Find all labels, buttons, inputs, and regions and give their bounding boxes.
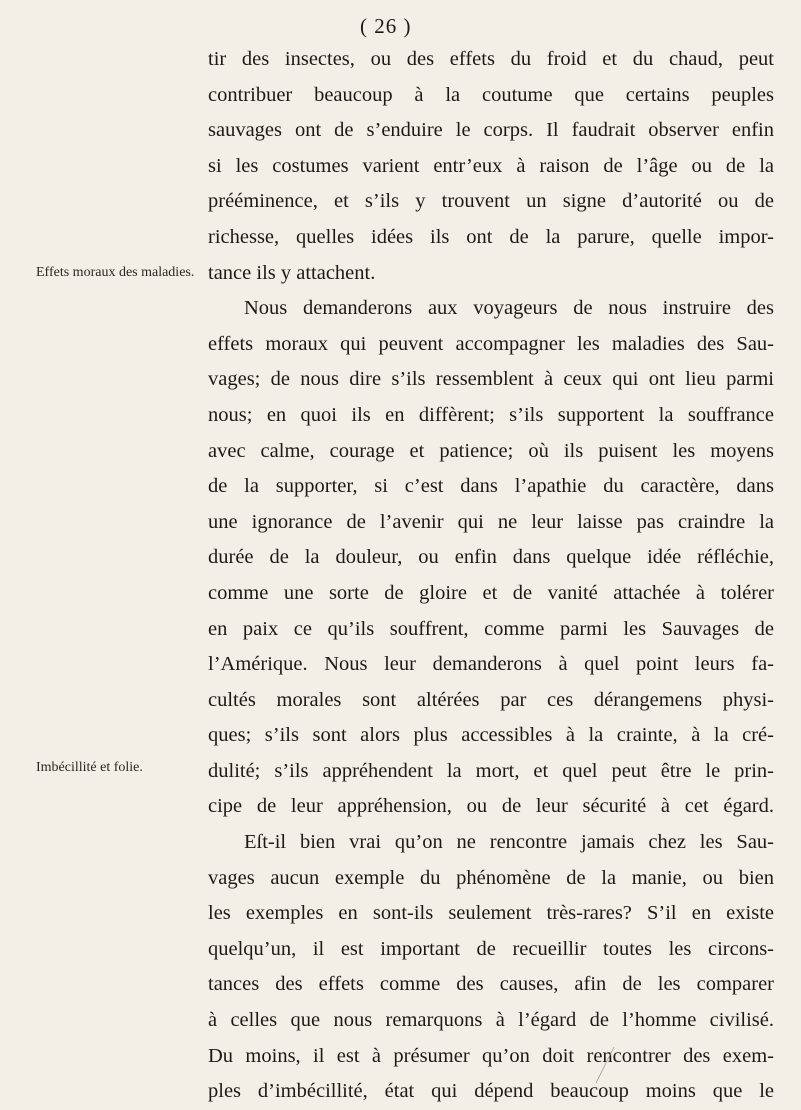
text-line: dulité; s’ils appréhendent la mort, et quel peut être le prin- <box>208 759 774 782</box>
text-line: cipe de leur appréhension, ou de leur sécurité à cet égard. <box>208 795 774 818</box>
text-line: contribuer beaucoup à la coutume que certains peuples <box>208 83 774 106</box>
margin-note-imbecillite: Imbécillité et folie. <box>36 760 143 775</box>
page-number: ( 26 ) <box>360 14 412 38</box>
text-line: vages; de nous dire s’ils ressemblent à ceux qui ont lieu parmi <box>208 368 774 391</box>
text-line: une ignorance de l’avenir qui ne leur laisse pas craindre la <box>208 510 774 533</box>
body-text <box>208 42 774 1110</box>
text-line: richesse, quelles idées ils ont de la parure, quelle impor- <box>208 225 774 248</box>
text-line: quelqu’un, il est important de recueillir toutes les circons- <box>208 937 774 960</box>
text-line: ples d’imbécillité, état qui dépend beaucoup moins que le <box>208 1080 774 1103</box>
text-line: l’Amérique. Nous leur demanderons à quel point leurs fa- <box>208 653 774 676</box>
text-line: prééminence, et s’ils y trouvent un signe d’autorité ou de <box>208 190 774 213</box>
text-line: les exemples en sont-ils seulement très-rares? S’il en existe <box>208 902 774 925</box>
text-line: si les costumes varient entr’eux à raison de l’âge ou de la <box>208 154 774 177</box>
text-line: nous; en quoi ils en diffèrent; s’ils supportent la souffrance <box>208 403 774 426</box>
text-line: Du moins, il est à présumer qu’on doit rencontrer des exem- <box>208 1044 774 1067</box>
text-line: tir des insectes, ou des effets du froid et du chaud, peut <box>208 48 774 70</box>
text-line: vages aucun exemple du phénomène de la manie, ou bien <box>208 866 774 889</box>
text-line: avec calme, courage et patience; où ils puisent les moyens <box>208 439 774 462</box>
text-line: cultés morales sont altérées par ces dérangemens physi- <box>208 688 774 711</box>
margin-note-effets-moraux: Effets moraux des maladies. <box>36 265 195 280</box>
text-line: tances des effets comme des causes, afin de les comparer <box>208 973 774 996</box>
text-line: sauvages ont de s’enduire le corps. Il faudrait observer enfin <box>208 119 774 142</box>
text-line: Nous demanderons aux voyageurs de nous instruire des <box>244 297 774 320</box>
text-line: tance ils y attachent. <box>208 261 376 284</box>
text-line: comme une sorte de gloire et de vanité attachée à tolérer <box>208 581 774 604</box>
text-line: Eſt-il bien vrai qu’on ne rencontre jamais chez les Sau- <box>244 831 774 854</box>
text-line: durée de la douleur, ou enfin dans quelque idée réfléchie, <box>208 546 774 569</box>
text-line: de la supporter, si c’est dans l’apathie du caractère, dans <box>208 475 774 498</box>
pencil-mark-icon <box>590 1045 620 1085</box>
text-line: ques; s’ils sont alors plus accessibles à la crainte, à la cré- <box>208 724 774 747</box>
text-line: en paix ce qu’ils souffrent, comme parmi les Sauvages de <box>208 617 774 640</box>
text-line: à celles que nous remarquons à l’égard de l’homme civilisé. <box>208 1009 774 1032</box>
text-line: effets moraux qui peuvent accompagner les maladies des Sau- <box>208 332 774 355</box>
